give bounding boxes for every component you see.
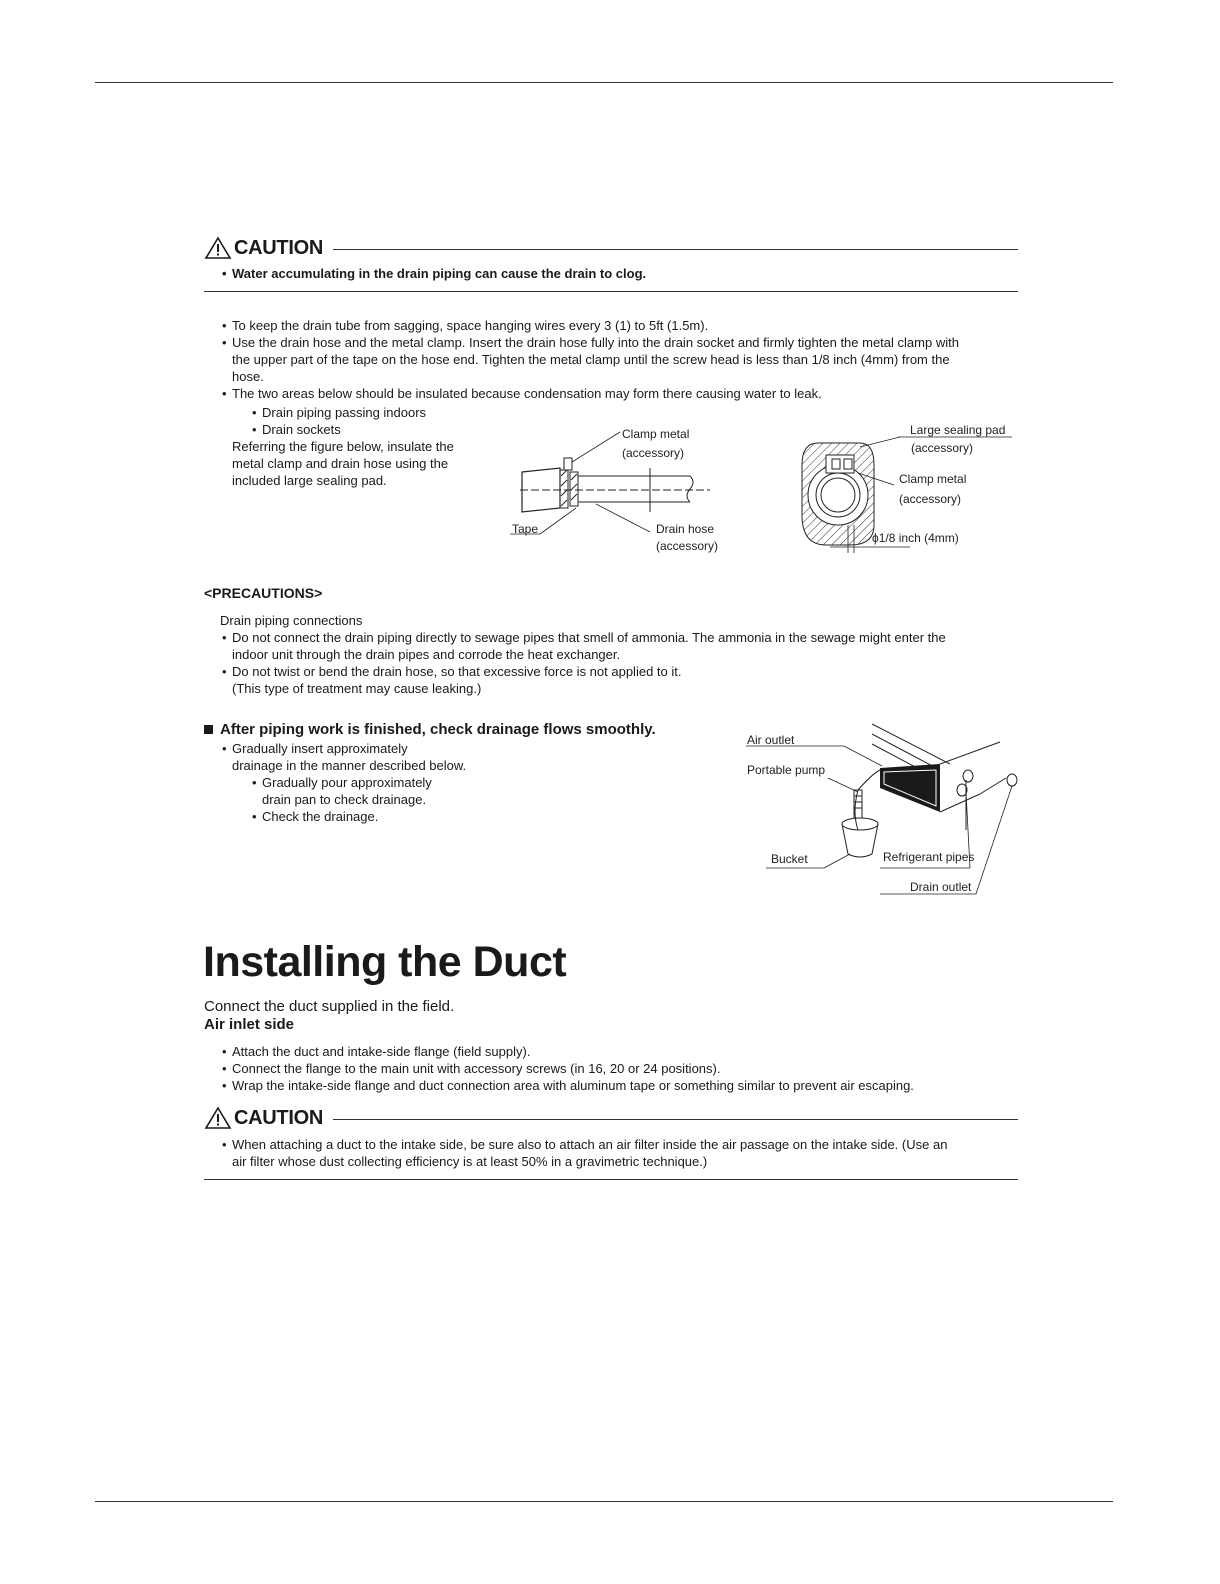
drain-sub-bullet: • Drain sockets: [252, 422, 341, 437]
caution-text: • Water accumulating in the drain piping can cause the drain to clog.: [222, 266, 647, 281]
drain-sub-bullet: • Drain piping passing indoors: [252, 405, 427, 420]
check-heading: After piping work is finished, check drainage flows smoothly.: [204, 721, 656, 738]
caution-line-2: [333, 1119, 1018, 1120]
check-sub-line: • Check the drainage.: [252, 809, 379, 824]
drain-bullet-cont: hose.: [232, 369, 264, 384]
check-line-cont: drainage in the manner described below.: [232, 758, 467, 773]
precaution-line: • Do not connect the drain piping directly to sewage pipes that smell of ammonia. The ammonia in the sewage might enter the: [222, 630, 946, 645]
drain-bullet: • Use the drain hose and the metal clamp. Insert the drain hose fully into the drain socket and firmly tighten the metal clamp with: [222, 335, 959, 350]
duct-intro: Connect the duct supplied in the field.: [204, 998, 455, 1015]
bottom-rule: [95, 1501, 1113, 1502]
label-dimension: ϕ1/8 inch (4mm): [872, 531, 959, 545]
drain-bullet: • The two areas below should be insulated because condensation may form there causing water to leak.: [222, 386, 822, 401]
label-portable-pump: Portable pump: [747, 763, 826, 777]
caution-divider: [204, 291, 1018, 292]
label-large-sealing-pad: Large sealing pad: [910, 423, 1006, 437]
label-bucket: Bucket: [771, 852, 808, 866]
caution-word: CAUTION: [234, 236, 324, 259]
label-clamp-accessory-right: (accessory): [899, 492, 962, 506]
duct-bullet: • Connect the flange to the main unit with accessory screws (in 16, 20 or 24 positions).: [222, 1061, 721, 1076]
precaution-line-cont: (This type of treatment may cause leaking.): [232, 681, 482, 696]
square-bullet-icon: [204, 725, 213, 734]
refer-text: Referring the figure below, insulate the: [232, 439, 454, 454]
precautions-title: <PRECAUTIONS>: [204, 585, 323, 601]
caution-heading-2: [204, 1106, 1018, 1130]
label-clamp-accessory: (accessory): [622, 446, 685, 460]
label-drain-hose: Drain hose: [656, 522, 715, 536]
caution-word-2: CAUTION: [234, 1106, 324, 1129]
label-air-outlet: Air outlet: [747, 733, 795, 747]
check-sub-line-cont: drain pan to check drainage.: [262, 792, 427, 807]
label-clamp-metal-right: Clamp metal: [899, 472, 967, 486]
section-title: Installing the Duct: [203, 938, 567, 986]
label-refrigerant-pipes: Refrigerant pipes: [883, 850, 975, 864]
caution-heading: [204, 236, 1018, 260]
label-clamp-metal: Clamp metal: [622, 427, 690, 441]
precautions-subtitle: Drain piping connections: [220, 613, 363, 628]
check-sub-line: • Gradually pour approximately: [252, 775, 432, 790]
label-drain-hose-accessory: (accessory): [656, 539, 719, 553]
drain-bullet: • To keep the drain tube from sagging, space hanging wires every 3 (1) to 5ft (1.5m).: [222, 318, 709, 333]
refer-text: included large sealing pad.: [232, 473, 387, 488]
label-tape: Tape: [512, 522, 539, 536]
drain-bullet-cont: the upper part of the tape on the hose end. Tighten the metal clamp until the screw head is less than 1/8 inch (4mm) from the: [232, 352, 950, 367]
refer-text: metal clamp and drain hose using the: [232, 456, 449, 471]
caution-2-text: • When attaching a duct to the intake side, be sure also to attach an air filter inside the air passage on the intake side. (Use an: [222, 1137, 948, 1152]
label-drain-outlet: Drain outlet: [910, 880, 972, 894]
duct-subhead: Air inlet side: [204, 1016, 295, 1033]
caution-line: [333, 249, 1018, 250]
top-rule: [95, 82, 1113, 83]
warning-icon: [204, 236, 232, 260]
check-line: • Gradually insert approximately: [222, 741, 408, 756]
warning-icon: [204, 1106, 232, 1130]
caution-2-text-cont: air filter whose dust collecting efficiency is at least 50% in a gravimetric technique.): [232, 1154, 708, 1169]
duct-bullet: • Attach the duct and intake-side flange (field supply).: [222, 1044, 531, 1059]
precaution-line-cont: indoor unit through the drain pipes and corrode the heat exchanger.: [232, 647, 621, 662]
precaution-line: • Do not twist or bend the drain hose, so that excessive force is not applied to it.: [222, 664, 682, 679]
label-large-pad-accessory: (accessory): [911, 441, 974, 455]
caution-2-divider: [204, 1179, 1018, 1180]
duct-bullet: • Wrap the intake-side flange and duct connection area with aluminum tape or something similar to prevent air escaping.: [222, 1078, 914, 1093]
drainage-check-figure: [740, 720, 1020, 900]
